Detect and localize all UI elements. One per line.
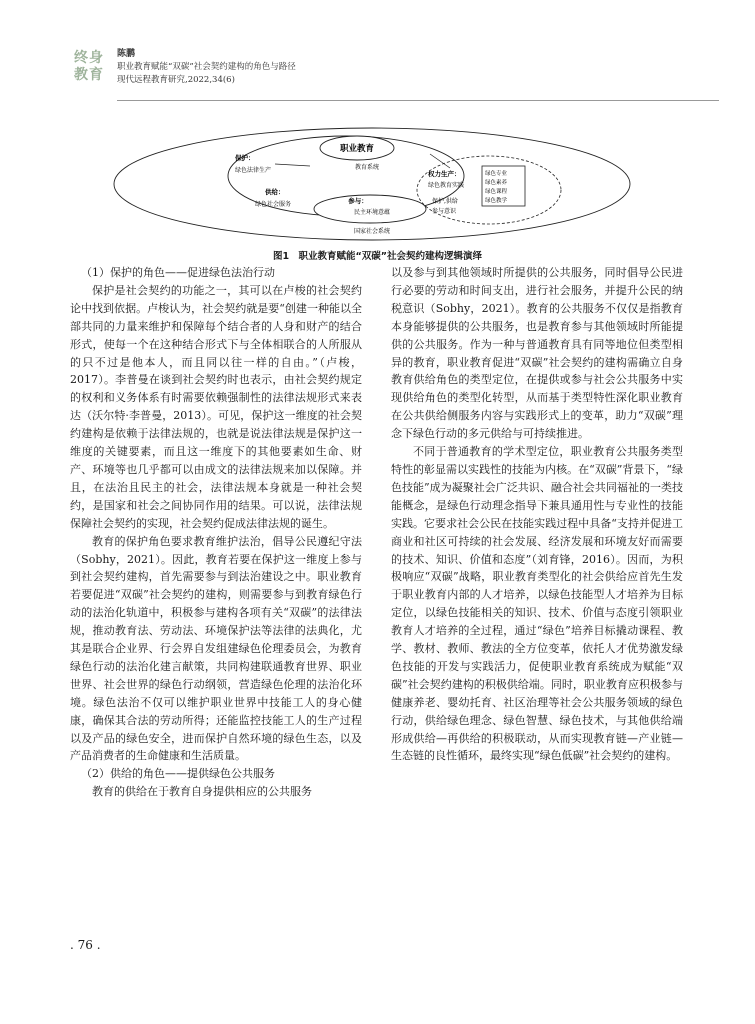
connector bbox=[430, 154, 450, 168]
paragraph: 以及参与到其他领域时所提供的公共服务，同时倡导公民进行必要的劳动和时间支出，进行社会服务，并提升公民的纳税意识（Sobhy，2021）。教育的公共服务不仅仅是指教育本身能够提供的公共服务，也是教育参与其他领域时所能提供的公共服务。作为一种与普通教育具有同等地位但类型相异的教育，职业教育促进“双碳”社会契约的建构需确立自身教育供给角色的类型定位，在提供或参与社会公共服务中实现供给角色的类型化转型，从而基于类型特性深化职业教育在公共供给侧服务内容与实践形式上的变革，助力“双碳”理念下绿色行动的多元供给与可持续推进。 bbox=[391, 266, 683, 441]
figure-caption: 图1 职业教育赋能“双碳”社会契约建构逻辑演绎 bbox=[272, 251, 483, 262]
left-column bbox=[70, 264, 362, 801]
header-author: 陈鹏 bbox=[117, 49, 136, 59]
supply-sub: 绿色社会服务 bbox=[255, 201, 292, 208]
figure-diagram bbox=[110, 124, 650, 244]
center-title: 职业教育 bbox=[339, 144, 375, 154]
header-text bbox=[117, 48, 296, 87]
paragraph: 教育的供给在于教育自身提供相应的公共服务 bbox=[92, 785, 312, 799]
subsection-heading: （2）供给的角色——提供绿色公共服务 bbox=[81, 767, 275, 781]
participate-sub: 民主环境意蕴 bbox=[353, 209, 391, 216]
national-system-label: 国家社会系统 bbox=[353, 228, 391, 235]
guarantee-sub2: 参与意识 bbox=[432, 208, 457, 215]
subsection-heading: （1）保护的角色——促进绿色法治行动 bbox=[81, 266, 275, 279]
paragraph: 教育的保护角色要求教育维护法治，倡导公民遵纪守法（Sobhy，2021）。因此，教育若要在保护这一维度上参与到社会契约建构，首先需要参与到法治建设之中。职业教育若要促进“双碳”社会契约的建构，则需要参与到教育绿色行动的法治化轨道中，积极参与建构各项有关“双碳”的法律法规，推动教育法、劳动法、环境保护法等法律的法典化，尤其是联合企业界、行会界自发组建绿色伦理委员会，为教育绿色行动的法治化建言献策，共同构建联通教育世界、职业世界、社会世界的绿色行动纲领，营造绿色伦理的法治化环境。绿色法治不仅可以维护职业世界中技能工人的身心健康，确保其合法的劳动所得；还能监控技能工人的生产过程以及产品的绿色安全，进而保护自然环境的绿色生态，以及产品消费者的生命健康和生活质量。 bbox=[70, 534, 362, 763]
header-journal: 现代远程教育研究,2022,34(6) bbox=[117, 75, 235, 85]
page-number: . 76 . bbox=[70, 938, 101, 952]
edu-system-label: 教育系统 bbox=[354, 164, 380, 171]
guarantee-sub1: 保护,供给 bbox=[432, 198, 458, 205]
paragraph: 不同于普通教育的学术型定位，职业教育公共服务类型特性的彰显需以实践性的技能为内核。在“双碳”背景下，“绿色技能”成为凝聚社会广泛共识、融合社会共同福祉的一类技能概念，是绿色行动理念指导下兼具通用性与专业性的技能实践。它要求社会公民在技能实践过程中具备“支持并促进工商业和社区可持续的社会发展、经济发展和环境友好而需要的技术、知识、价值和态度”（刘育锋，2016）。因而，为积极响应“双碳”战略，职业教育类型化的社会供给应首先生发于职业教育内部的人才培养，以绿色技能型人才培养为目标定位，以绿色技能相关的知识、技术、价值与态度引领职业教育人才培养的全过程，通过“绿色”培养目标撬动课程、教学、教材、教师、教法的全方位变革，依托人才优势激发绿色技能的开发与实践活力，促使职业教育系统成为赋能“双碳”社会契约建构的积极供给端。同时，职业教育应积极参与健康养老、婴幼托育、社区治理等社会公共服务领域的绿色行动，供给绿色理念、绿色智慧、绿色技术，与其他供给端形成供给—再供给的积极联动，从而实现教育链—产业链—生态链的良性循环，最终实现“绿色低碳”社会契约的建构。 bbox=[391, 445, 683, 763]
power-sub: 绿色教育实践 bbox=[428, 182, 465, 189]
power-label: 权力生产： bbox=[428, 170, 461, 178]
box-item: 绿色素养 bbox=[485, 180, 508, 186]
header-rule bbox=[117, 100, 719, 101]
right-column bbox=[391, 264, 683, 765]
running-header bbox=[74, 46, 694, 102]
protect-label: 保护： bbox=[235, 154, 255, 162]
participate-label: 参与： bbox=[348, 197, 368, 205]
header-article-title: 职业教育赋能“双碳”社会契约建构的角色与路径 bbox=[117, 62, 296, 72]
box-item: 绿色专业 bbox=[485, 171, 508, 177]
journal-brand: 终身 教育 bbox=[74, 50, 104, 83]
box-item: 绿色课程 bbox=[485, 189, 508, 195]
paragraph: 保护是社会契约的功能之一，其可以在卢梭的社会契约论中找到依据。卢梭认为，社会契约就是要“创建一种能以全部共同的力量来维护和保障每个结合者的人身和财产的结合形式，使每一个在这种结合形式下与全体相联合的人所服从的只不过是他本人，而且同以往一样的自由。”（卢梭，2017）。李普曼在谈到社会契约时也表示，由社会契约规定的权利和义务体系有时需要依赖强制性的法律法规形式来表达（沃尔特·李普曼，2013）。可见，保护这一维度的社会契约建构是依赖于法律法规的，也就是说法律法规是保护这一维度的关键要素，而且这一维度下的其他要素如生命、财产、环境等也几乎都可以由成文的法律法规来加以保障。并且，在法治且民主的社会，法律法规本身就是一种社会契约，是国家和社会之间协同作用的结果。可以说，法律法规保障社会契约的实现，社会契约促成法律法规的诞生。 bbox=[70, 283, 362, 530]
supply-label: 供给： bbox=[265, 188, 285, 196]
connector bbox=[275, 164, 310, 166]
box-item: 绿色教学 bbox=[485, 198, 508, 204]
protect-sub: 绿色法律生产 bbox=[235, 167, 272, 174]
